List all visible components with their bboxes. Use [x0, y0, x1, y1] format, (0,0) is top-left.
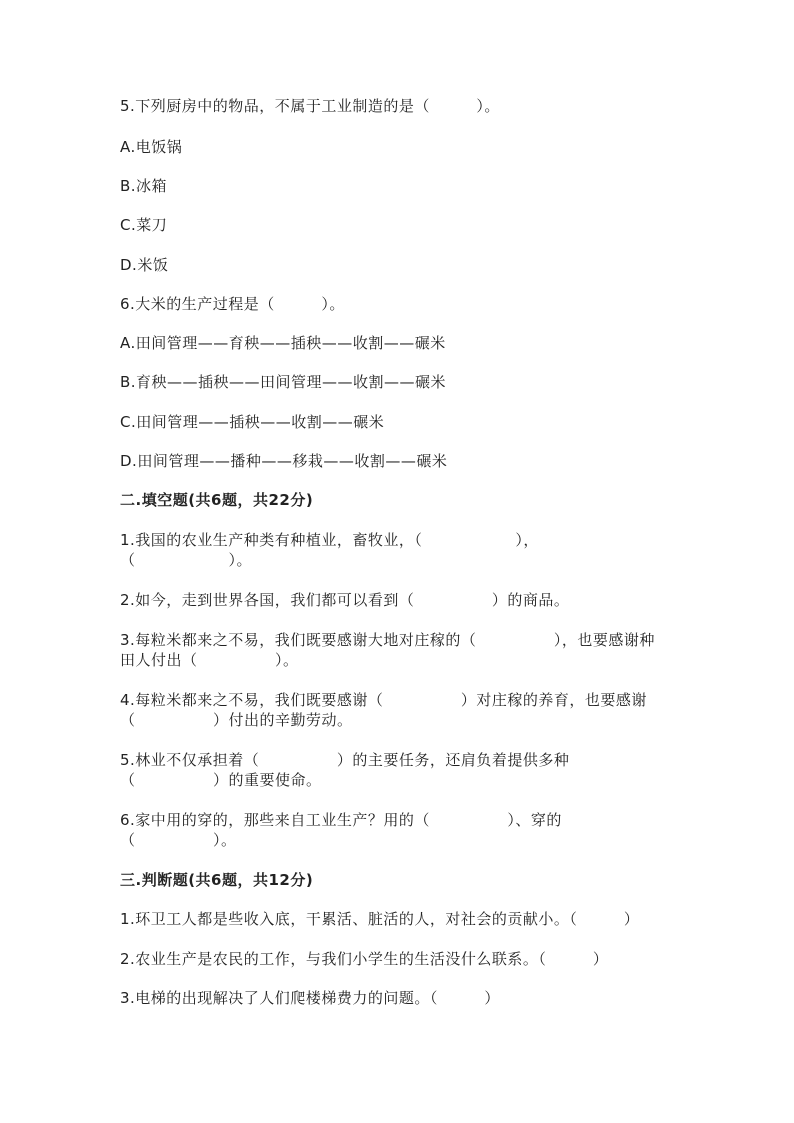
fill-question-4-line-1: 4.每粒米都来之不易，我们既要感谢（ ）对庄稼的养育，也要感谢 — [120, 691, 647, 709]
fill-question-1-line-2: （ ）。 — [120, 551, 253, 569]
fill-question-6-line-1: 6.家中用的穿的，那些来自工业生产？用的（ ）、穿的 — [120, 811, 562, 829]
option-b: B.冰箱 — [120, 177, 168, 195]
fill-question-5-line-1: 5.林业不仅承担着（ ）的主要任务，还肩负着提供多种 — [120, 751, 570, 769]
option-a: A.田间管理——育秧——插秧——收割——碾米 — [120, 334, 446, 352]
option-a: A.电饭锅 — [120, 138, 183, 156]
fill-question-1-line-1: 1.我国的农业生产种类有种植业，畜牧业，（ ）， — [120, 531, 539, 549]
section-heading-judge: 三.判断题(共6题，共12分) — [120, 871, 314, 889]
question-stem: 5.下列厨房中的物品，不属于工业制造的是（ ）。 — [120, 97, 500, 115]
fill-question-2: 2.如今，走到世界各国，我们都可以看到（ ）的商品。 — [120, 591, 570, 609]
fill-question-4-line-2: （ ）付出的辛勤劳动。 — [120, 711, 353, 729]
section-heading-fill: 二.填空题(共6题，共22分) — [120, 491, 314, 509]
fill-question-3-line-2: 田人付出（ ）。 — [120, 651, 299, 669]
fill-question-6-line-2: （ ）。 — [120, 831, 237, 849]
option-c: C.菜刀 — [120, 216, 168, 234]
judge-question-2: 2.农业生产是农民的工作，与我们小学生的生活没什么联系。（ ） — [120, 950, 609, 968]
judge-question-1: 1.环卫工人都是些收入底，干累活、脏活的人，对社会的贡献小。（ ） — [120, 910, 640, 928]
fill-question-5-line-2: （ ）的重要使命。 — [120, 771, 322, 789]
fill-question-3-line-1: 3.每粒米都来之不易，我们既要感谢大地对庄稼的（ ），也要感谢种 — [120, 631, 655, 649]
option-c: C.田间管理——插秧——收割——碾米 — [120, 413, 385, 431]
option-b: B.育秧——插秧——田间管理——收割——碾米 — [120, 373, 447, 391]
question-stem: 6.大米的生产过程是（ ）。 — [120, 295, 345, 313]
option-d: D.田间管理——播种——移栽——收割——碾米 — [120, 452, 448, 470]
option-d: D.米饭 — [120, 256, 169, 274]
judge-question-3: 3.电梯的出现解决了人们爬楼梯费力的问题。（ ） — [120, 989, 500, 1007]
